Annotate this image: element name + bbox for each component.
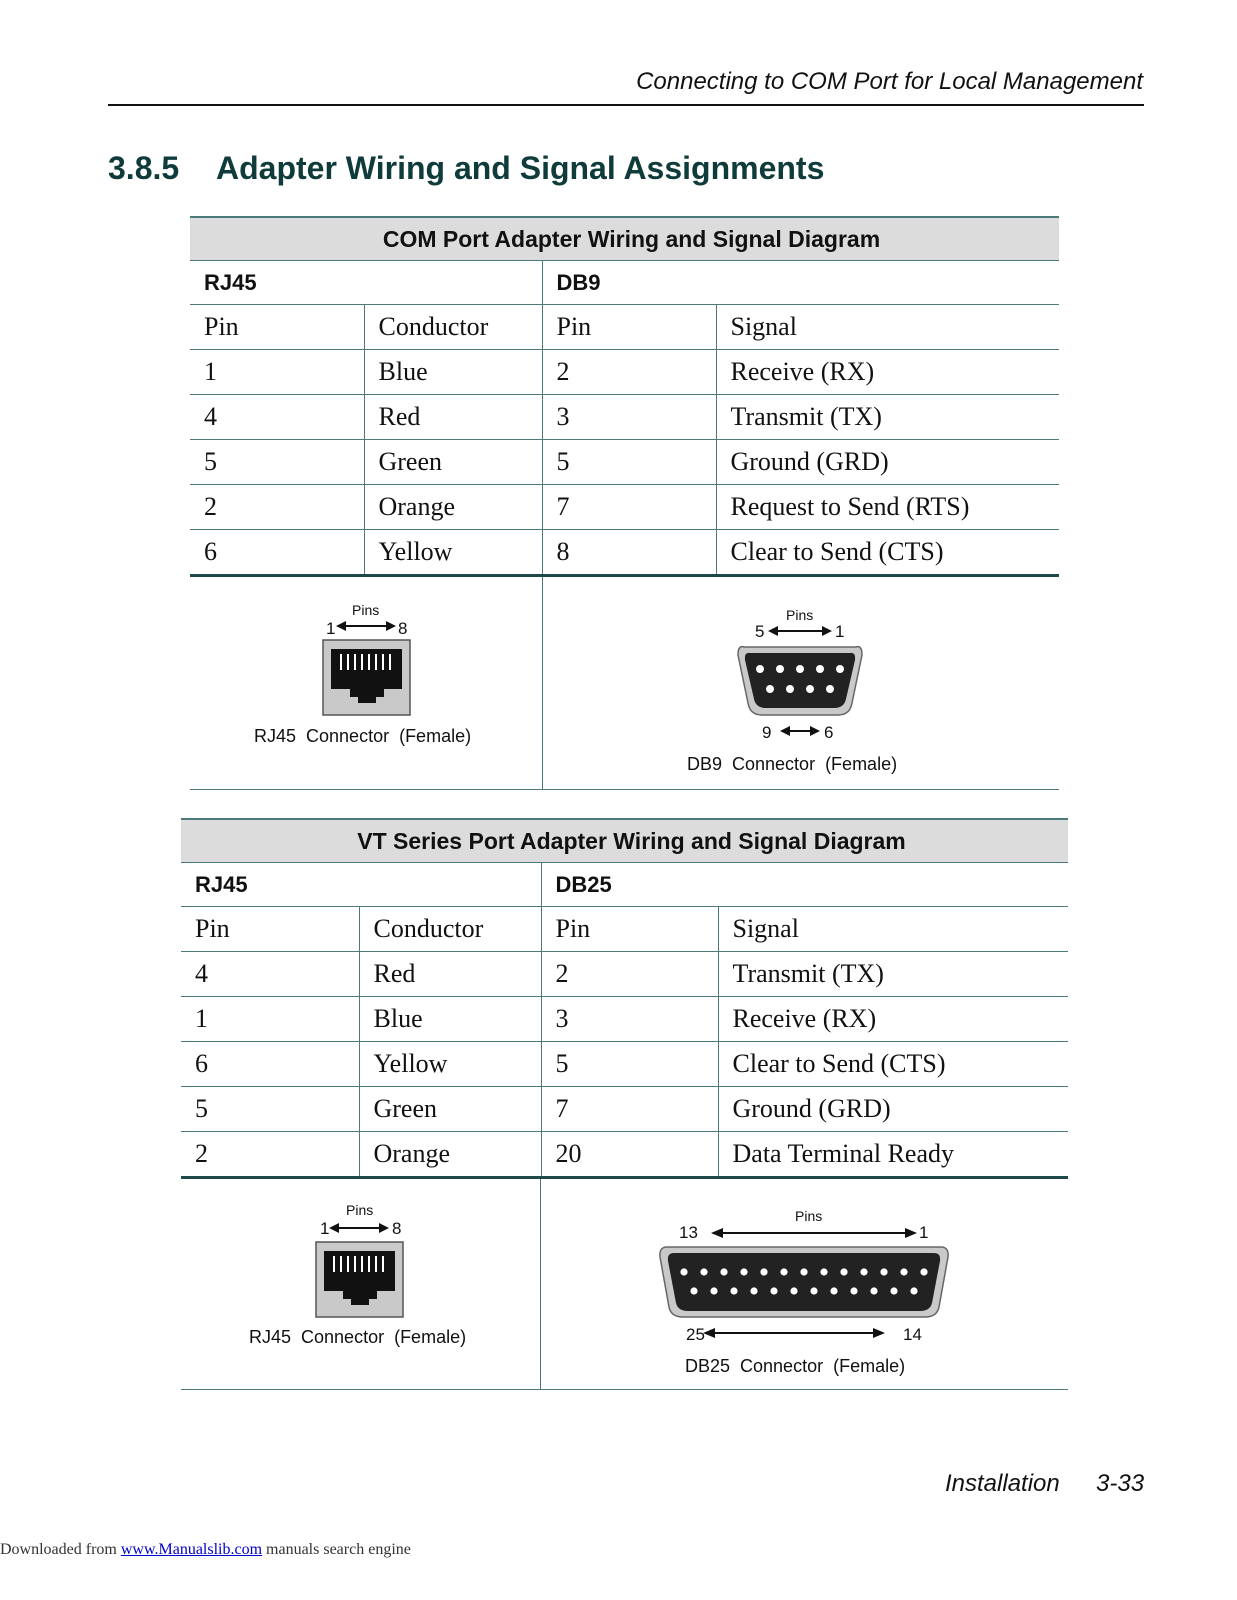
column-header: Pin [181,907,359,952]
section-heading [108,150,824,187]
db-pin-cell: 7 [542,485,716,530]
conductor-cell: Yellow [364,530,542,576]
rj45-caption: RJ45 Connector (Female) [249,1327,467,1347]
db9-connector-icon [730,607,870,747]
pin-top-right-label: 1 [919,1223,929,1242]
rj45-caption: RJ45 Connector (Female) [254,726,472,746]
running-header: Connecting to COM Port for Local Management [636,68,1143,95]
rj45-pin-cell: 4 [181,952,359,997]
group-label-rj45: RJ45 [190,261,542,305]
signal-cell: Receive (RX) [716,350,1059,395]
pin-bottom-right-label: 14 [903,1325,922,1344]
db-pin-cell: 5 [541,1042,718,1087]
column-header: Pin [542,305,716,350]
column-header: Conductor [364,305,542,350]
conductor-cell: Blue [364,350,542,395]
source-link[interactable]: www.Manualslib.com [120,1541,263,1558]
conductor-cell: Blue [359,997,541,1042]
table-row [190,350,1059,395]
conductor-cell: Green [359,1087,541,1132]
db-pin-cell: 20 [541,1132,718,1178]
column-header: Signal [716,305,1059,350]
conductor-cell: Yellow [359,1042,541,1087]
db25-caption: DB25 Connector (Female) [685,1356,906,1376]
pin-start-label: 1 [326,619,336,638]
signal-cell: Ground (GRD) [716,440,1059,485]
table-row [190,395,1059,440]
column-header: Pin [190,305,364,350]
footer-chapter: Installation [945,1470,1060,1497]
pin-top-right-label: 1 [835,622,845,641]
signal-cell: Data Terminal Ready [718,1132,1068,1178]
rj45-pin-cell: 1 [190,350,364,395]
com-port-wiring-table [190,216,1059,577]
table-title: COM Port Adapter Wiring and Signal Diagram [190,217,1059,261]
rj45-pin-cell: 2 [190,485,364,530]
rj45-pin-cell: 6 [181,1042,359,1087]
table-row [181,1132,1068,1178]
rj45-pin-cell: 5 [181,1087,359,1132]
source-prefix: Downloaded from [0,1541,121,1558]
rj45-pin-cell: 4 [190,395,364,440]
source-line [0,1541,411,1559]
conductor-cell: Red [364,395,542,440]
rj45-pin-cell: 1 [181,997,359,1042]
diagram-divider [542,577,543,790]
pin-start-label: 1 [320,1219,330,1238]
pins-label: Pins [795,1208,823,1224]
signal-cell: Receive (RX) [718,997,1068,1042]
vt-series-wiring-table [181,818,1068,1179]
column-header: Signal [718,907,1068,952]
diagram-bottom-rule [190,789,1059,790]
conductor-cell: Red [359,952,541,997]
pins-label: Pins [786,607,814,623]
footer-page-number: 3-33 [1096,1470,1145,1497]
db-pin-cell: 7 [541,1087,718,1132]
db-pin-cell: 5 [542,440,716,485]
table-row [190,530,1059,576]
conductor-cell: Orange [364,485,542,530]
pins-label: Pins [346,1202,374,1218]
signal-cell: Clear to Send (CTS) [718,1042,1068,1087]
signal-cell: Ground (GRD) [718,1087,1068,1132]
diagram-bottom-rule [181,1389,1068,1390]
signal-cell: Transmit (TX) [716,395,1059,440]
pin-bottom-left-label: 9 [762,723,772,742]
column-header-row [190,305,1059,350]
table-row [181,997,1068,1042]
vt-series-connector-diagrams [181,1179,1068,1390]
table-row [181,1042,1068,1087]
signal-cell: Clear to Send (CTS) [716,530,1059,576]
group-label-rj45: RJ45 [181,863,541,907]
db-pin-cell: 2 [542,350,716,395]
conductor-cell: Green [364,440,542,485]
diagram-divider [540,1179,541,1390]
table-row [190,440,1059,485]
conductor-cell: Orange [359,1132,541,1178]
db-pin-cell: 2 [541,952,718,997]
signal-cell: Transmit (TX) [718,952,1068,997]
group-label-db25: DB25 [541,863,1068,907]
pin-end-label: 8 [398,619,408,638]
signal-cell: Request to Send (RTS) [716,485,1059,530]
db-pin-cell: 3 [541,997,718,1042]
table-row [181,1087,1068,1132]
table-title: VT Series Port Adapter Wiring and Signal Diagram [181,819,1068,863]
section-number: 3.8.5 [108,150,180,186]
column-header: Pin [541,907,718,952]
group-label-db9: DB9 [542,261,1059,305]
pin-end-label: 8 [392,1219,402,1238]
table-row [190,485,1059,530]
section-title: Adapter Wiring and Signal Assignments [216,150,825,186]
pin-top-left-label: 5 [755,622,765,641]
db-pin-cell: 8 [542,530,716,576]
db9-caption: DB9 Connector (Female) [687,754,898,774]
pins-label: Pins [352,602,380,618]
column-header-row [181,907,1068,952]
pin-bottom-right-label: 6 [824,723,834,742]
rj45-pin-cell: 2 [181,1132,359,1178]
rj45-pin-cell: 5 [190,440,364,485]
com-port-connector-diagrams [190,577,1059,790]
source-suffix: manuals search engine [262,1541,411,1558]
column-header: Conductor [359,907,541,952]
rj45-pin-cell: 6 [190,530,364,576]
table-row [181,952,1068,997]
pin-top-left-label: 13 [679,1223,698,1242]
header-rule [108,104,1144,106]
db-pin-cell: 3 [542,395,716,440]
pin-bottom-left-label: 25 [686,1325,705,1344]
